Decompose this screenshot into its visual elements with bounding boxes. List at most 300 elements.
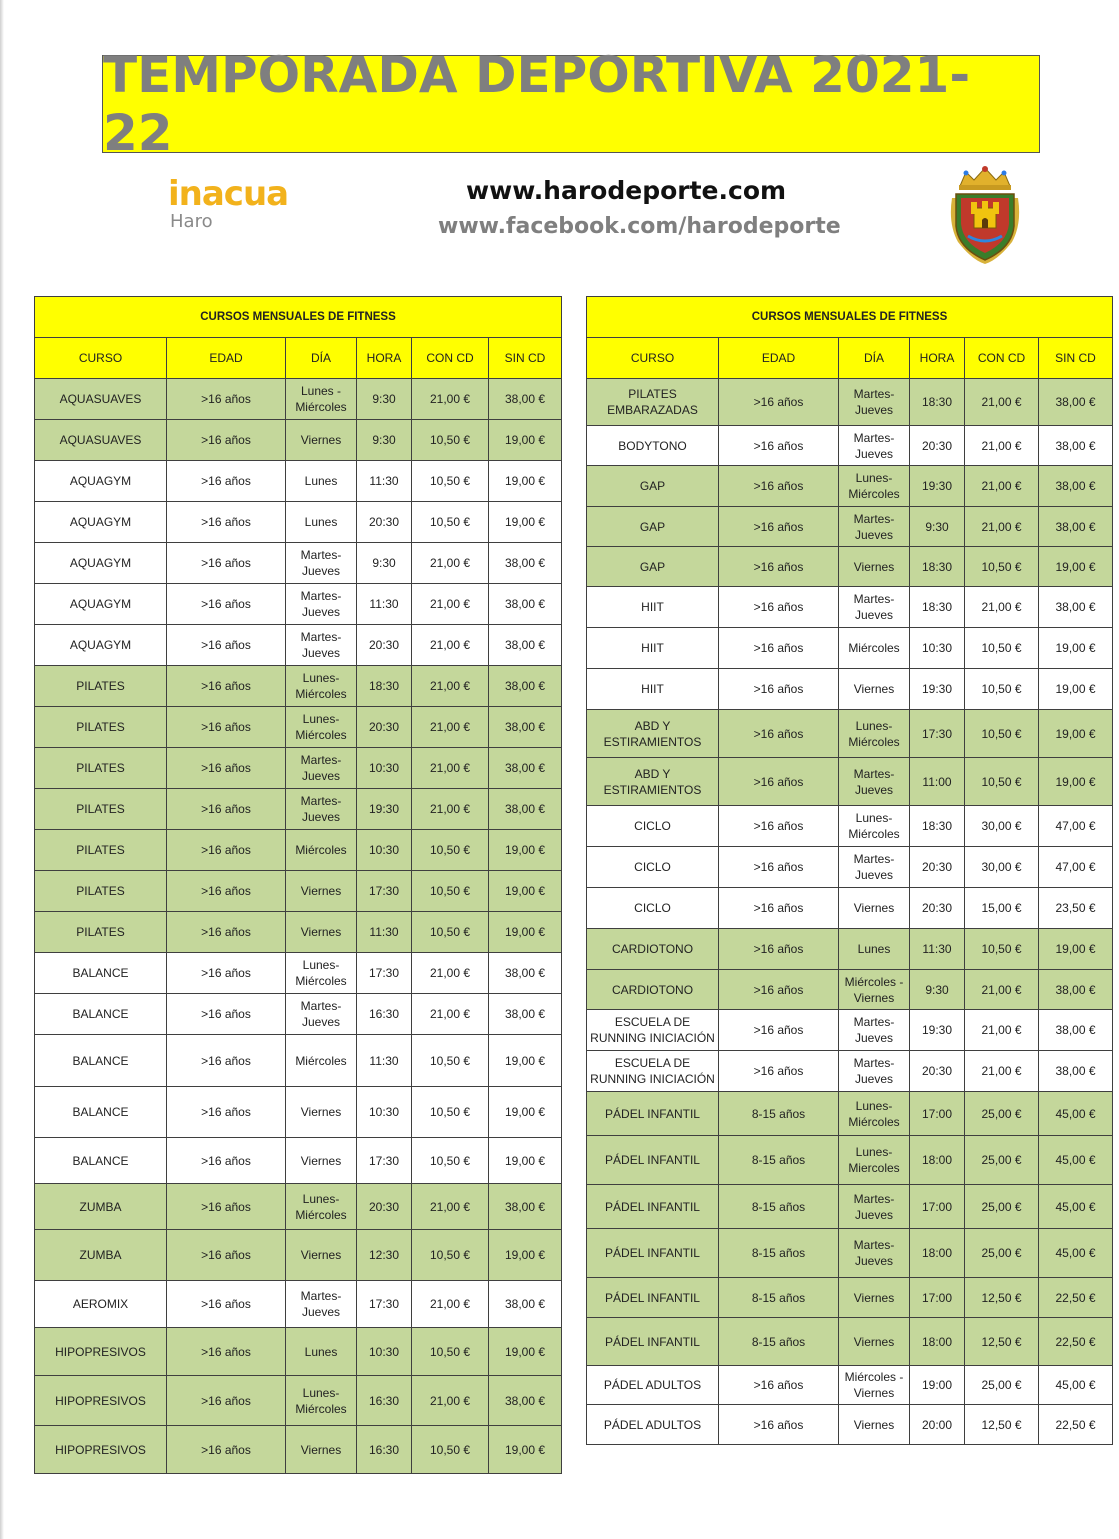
table-row <box>35 1426 562 1474</box>
cell-curso: PILATES <box>35 666 167 707</box>
cell-sin-cd: 19,00 € <box>489 830 562 871</box>
cell-dia: Lunes- Miercoles <box>839 1136 910 1185</box>
cell-con-cd: 25,00 € <box>965 1366 1039 1405</box>
table-row <box>587 1051 1113 1092</box>
cell-con-cd: 25,00 € <box>965 1185 1039 1229</box>
cell-edad: 8-15 años <box>719 1318 839 1366</box>
page-title: TEMPORADA DEPORTIVA 2021-22 <box>103 46 971 162</box>
table-row <box>35 379 562 420</box>
table-row <box>587 1092 1113 1136</box>
cell-sin-cd: 19,00 € <box>489 461 562 502</box>
cell-edad: >16 años <box>719 929 839 970</box>
table-row <box>35 871 562 912</box>
cell-curso: AQUAGYM <box>35 461 167 502</box>
cell-curso: PILATES <box>35 748 167 789</box>
table-row <box>35 584 562 625</box>
cell-hora: 11:30 <box>910 929 965 970</box>
cell-sin-cd: 19,00 € <box>489 1426 562 1474</box>
cell-sin-cd: 22,50 € <box>1039 1318 1113 1366</box>
cell-con-cd: 30,00 € <box>965 847 1039 888</box>
cell-hora: 20:30 <box>910 847 965 888</box>
cell-dia: Martes- Jueves <box>286 543 357 584</box>
cell-hora: 18:00 <box>910 1318 965 1366</box>
cell-curso: AQUAGYM <box>35 543 167 584</box>
table-row <box>587 426 1113 466</box>
cell-hora: 19:00 <box>910 1366 965 1405</box>
fitness-table-left <box>34 296 562 1474</box>
cell-dia: Lunes- Miércoles <box>839 466 910 507</box>
cell-con-cd: 21,00 € <box>412 748 489 789</box>
cell-dia: Lunes <box>286 1328 357 1376</box>
cell-curso: HIPOPRESIVOS <box>35 1328 167 1376</box>
cell-sin-cd: 38,00 € <box>489 625 562 666</box>
cell-sin-cd: 19,00 € <box>1039 929 1113 970</box>
cell-dia: Martes- Jueves <box>286 625 357 666</box>
table-row <box>35 625 562 666</box>
table-row <box>35 912 562 953</box>
cell-dia: Viernes <box>839 1278 910 1318</box>
table-row <box>587 888 1113 929</box>
cell-hora: 20:00 <box>910 1405 965 1445</box>
cell-hora: 18:30 <box>910 379 965 426</box>
cell-sin-cd: 38,00 € <box>489 707 562 748</box>
cell-hora: 19:30 <box>357 789 412 830</box>
cell-con-cd: 21,00 € <box>965 426 1039 466</box>
cell-hora: 18:30 <box>910 806 965 847</box>
cell-edad: >16 años <box>719 466 839 507</box>
cell-hora: 12:30 <box>357 1230 412 1281</box>
cell-hora: 19:30 <box>910 669 965 710</box>
cell-sin-cd: 19,00 € <box>489 1230 562 1281</box>
cell-hora: 11:30 <box>357 912 412 953</box>
cell-edad: 8-15 años <box>719 1092 839 1136</box>
cell-dia: Viernes <box>286 1138 357 1184</box>
cell-curso: CICLO <box>587 888 719 929</box>
cell-dia: Martes- Jueves <box>286 1281 357 1328</box>
cell-curso: AQUAGYM <box>35 584 167 625</box>
cell-edad: >16 años <box>719 1366 839 1405</box>
table-row <box>587 547 1113 587</box>
cell-dia: Lunes- Miércoles <box>839 710 910 758</box>
cell-sin-cd: 19,00 € <box>489 1328 562 1376</box>
cell-hora: 18:00 <box>910 1229 965 1278</box>
cell-dia: Viernes <box>839 888 910 929</box>
cell-con-cd: 21,00 € <box>412 1184 489 1230</box>
cell-sin-cd: 38,00 € <box>489 994 562 1035</box>
cell-dia: Miércoles <box>286 830 357 871</box>
facebook-link[interactable]: www.facebook.com/harodeporte <box>438 214 841 239</box>
table-row <box>35 1087 562 1138</box>
cell-sin-cd: 38,00 € <box>1039 507 1113 547</box>
cell-con-cd: 21,00 € <box>412 666 489 707</box>
cell-curso: HIIT <box>587 628 719 669</box>
table-row <box>587 847 1113 888</box>
col-header-sin-cd: SIN CD <box>1039 338 1113 379</box>
cell-edad: >16 años <box>719 970 839 1010</box>
table-title: CURSOS MENSUALES DE FITNESS <box>587 297 1113 338</box>
cell-dia: Miércoles - Viernes <box>839 970 910 1010</box>
logo-city: Haro <box>170 211 213 232</box>
cell-sin-cd: 38,00 € <box>489 1184 562 1230</box>
cell-dia: Viernes <box>839 547 910 587</box>
cell-hora: 20:30 <box>910 1051 965 1092</box>
page-edge <box>0 0 4 1539</box>
cell-curso: PÁDEL INFANTIL <box>587 1278 719 1318</box>
cell-curso: GAP <box>587 547 719 587</box>
cell-edad: >16 años <box>719 888 839 929</box>
cell-sin-cd: 19,00 € <box>489 1035 562 1087</box>
cell-sin-cd: 19,00 € <box>1039 669 1113 710</box>
cell-hora: 19:30 <box>910 1010 965 1051</box>
table-row <box>587 1278 1113 1318</box>
cell-hora: 20:30 <box>910 888 965 929</box>
cell-curso: AQUAGYM <box>35 502 167 543</box>
cell-curso: GAP <box>587 466 719 507</box>
col-header-sin-cd: SIN CD <box>489 338 562 379</box>
cell-edad: >16 años <box>167 994 286 1035</box>
cell-curso: PILATES EMBARAZADAS <box>587 379 719 426</box>
cell-edad: >16 años <box>167 461 286 502</box>
cell-curso: PÁDEL INFANTIL <box>587 1136 719 1185</box>
cell-hora: 17:00 <box>910 1278 965 1318</box>
cell-sin-cd: 47,00 € <box>1039 847 1113 888</box>
cell-curso: AEROMIX <box>35 1281 167 1328</box>
cell-con-cd: 21,00 € <box>412 584 489 625</box>
cell-hora: 17:00 <box>910 1092 965 1136</box>
col-header-con-cd: CON CD <box>412 338 489 379</box>
cell-dia: Martes- Jueves <box>839 379 910 426</box>
cell-sin-cd: 22,50 € <box>1039 1405 1113 1445</box>
cell-curso: BODYTONO <box>587 426 719 466</box>
cell-edad: >16 años <box>719 1051 839 1092</box>
cell-dia: Lunes <box>839 929 910 970</box>
cell-dia: Lunes- Miércoles <box>839 806 910 847</box>
cell-edad: >16 años <box>719 1405 839 1445</box>
cell-dia: Viernes <box>286 1230 357 1281</box>
cell-sin-cd: 19,00 € <box>1039 547 1113 587</box>
cell-hora: 20:30 <box>357 625 412 666</box>
cell-sin-cd: 38,00 € <box>489 543 562 584</box>
cell-dia: Viernes <box>286 871 357 912</box>
table-row <box>35 953 562 994</box>
table-row <box>35 543 562 584</box>
cell-curso: ABD Y ESTIRAMIENTOS <box>587 710 719 758</box>
cell-con-cd: 25,00 € <box>965 1229 1039 1278</box>
table-row <box>35 1035 562 1087</box>
cell-curso: PÁDEL INFANTIL <box>587 1318 719 1366</box>
cell-con-cd: 25,00 € <box>965 1092 1039 1136</box>
cell-con-cd: 21,00 € <box>412 543 489 584</box>
table-row <box>587 1136 1113 1185</box>
cell-edad: >16 años <box>167 625 286 666</box>
cell-sin-cd: 19,00 € <box>489 871 562 912</box>
cell-curso: HIIT <box>587 669 719 710</box>
haro-coat-of-arms-icon <box>946 164 1024 266</box>
cell-con-cd: 30,00 € <box>965 806 1039 847</box>
cell-sin-cd: 38,00 € <box>489 666 562 707</box>
cell-con-cd: 10,50 € <box>412 1328 489 1376</box>
cell-hora: 9:30 <box>357 379 412 420</box>
cell-sin-cd: 19,00 € <box>1039 758 1113 806</box>
cell-edad: >16 años <box>167 543 286 584</box>
table-row <box>35 502 562 543</box>
cell-curso: BALANCE <box>35 994 167 1035</box>
cell-curso: BALANCE <box>35 1087 167 1138</box>
cell-sin-cd: 19,00 € <box>489 420 562 461</box>
cell-curso: BALANCE <box>35 1035 167 1087</box>
cell-con-cd: 10,50 € <box>412 1138 489 1184</box>
cell-con-cd: 10,50 € <box>412 1035 489 1087</box>
table-title: CURSOS MENSUALES DE FITNESS <box>35 297 562 338</box>
cell-curso: CICLO <box>587 847 719 888</box>
cell-sin-cd: 38,00 € <box>489 1376 562 1426</box>
cell-con-cd: 10,50 € <box>412 1426 489 1474</box>
table-row <box>587 379 1113 426</box>
cell-curso: HIPOPRESIVOS <box>35 1376 167 1426</box>
cell-hora: 20:30 <box>357 1184 412 1230</box>
cell-sin-cd: 38,00 € <box>489 584 562 625</box>
cell-con-cd: 15,00 € <box>965 888 1039 929</box>
cell-con-cd: 21,00 € <box>412 953 489 994</box>
table-row <box>35 748 562 789</box>
cell-curso: AQUAGYM <box>35 625 167 666</box>
cell-hora: 11:00 <box>910 758 965 806</box>
cell-dia: Martes- Jueves <box>839 507 910 547</box>
cell-hora: 11:30 <box>357 584 412 625</box>
table-row <box>35 1376 562 1426</box>
cell-hora: 16:30 <box>357 1426 412 1474</box>
cell-edad: >16 años <box>719 1010 839 1051</box>
cell-dia: Lunes <box>286 461 357 502</box>
cell-dia: Martes- Jueves <box>839 847 910 888</box>
cell-edad: >16 años <box>167 1184 286 1230</box>
cell-edad: >16 años <box>167 748 286 789</box>
cell-curso: PÁDEL INFANTIL <box>587 1229 719 1278</box>
cell-curso: GAP <box>587 507 719 547</box>
cell-edad: >16 años <box>167 1426 286 1474</box>
cell-sin-cd: 19,00 € <box>1039 628 1113 669</box>
table-row <box>587 1010 1113 1051</box>
cell-curso: PILATES <box>35 912 167 953</box>
table-body <box>587 379 1113 1445</box>
table-row <box>587 466 1113 507</box>
cell-con-cd: 21,00 € <box>412 379 489 420</box>
cell-sin-cd: 19,00 € <box>489 502 562 543</box>
cell-con-cd: 12,50 € <box>965 1405 1039 1445</box>
cell-hora: 9:30 <box>910 970 965 1010</box>
cell-con-cd: 10,50 € <box>412 1087 489 1138</box>
table-row <box>587 507 1113 547</box>
cell-dia: Lunes- Miércoles <box>286 953 357 994</box>
cell-curso: PILATES <box>35 871 167 912</box>
cell-hora: 9:30 <box>357 420 412 461</box>
table-row <box>35 789 562 830</box>
table-row <box>587 587 1113 628</box>
cell-edad: >16 años <box>719 806 839 847</box>
cell-edad: >16 años <box>167 420 286 461</box>
cell-curso: CICLO <box>587 806 719 847</box>
col-header-edad: EDAD <box>167 338 286 379</box>
cell-dia: Miércoles - Viernes <box>839 1366 910 1405</box>
cell-edad: >16 años <box>167 1230 286 1281</box>
cell-edad: 8-15 años <box>719 1136 839 1185</box>
cell-dia: Martes- Jueves <box>839 587 910 628</box>
cell-hora: 20:30 <box>357 502 412 543</box>
cell-sin-cd: 38,00 € <box>1039 379 1113 426</box>
cell-con-cd: 21,00 € <box>965 1010 1039 1051</box>
cell-hora: 17:30 <box>357 1281 412 1328</box>
cell-con-cd: 21,00 € <box>965 379 1039 426</box>
cell-con-cd: 21,00 € <box>412 1376 489 1426</box>
cell-dia: Lunes- Miércoles <box>839 1092 910 1136</box>
cell-sin-cd: 45,00 € <box>1039 1092 1113 1136</box>
cell-dia: Martes- Jueves <box>286 584 357 625</box>
cell-curso: ABD Y ESTIRAMIENTOS <box>587 758 719 806</box>
table-row <box>35 1184 562 1230</box>
inacua-logo <box>168 176 288 232</box>
cell-curso: CARDIOTONO <box>587 929 719 970</box>
table-row <box>35 830 562 871</box>
cell-edad: >16 años <box>167 1087 286 1138</box>
cell-con-cd: 10,50 € <box>965 929 1039 970</box>
cell-hora: 17:30 <box>910 710 965 758</box>
cell-edad: >16 años <box>167 1376 286 1426</box>
cell-dia: Martes- Jueves <box>286 748 357 789</box>
cell-curso: ZUMBA <box>35 1184 167 1230</box>
fitness-table-right <box>586 296 1113 1445</box>
table-row <box>35 994 562 1035</box>
cell-hora: 9:30 <box>910 507 965 547</box>
cell-curso: AQUASUAVES <box>35 379 167 420</box>
cell-con-cd: 10,50 € <box>965 628 1039 669</box>
cell-con-cd: 10,50 € <box>412 502 489 543</box>
cell-sin-cd: 38,00 € <box>1039 466 1113 507</box>
cell-dia: Martes- Jueves <box>286 994 357 1035</box>
table-row <box>35 1230 562 1281</box>
cell-hora: 17:30 <box>357 953 412 994</box>
table-row <box>35 420 562 461</box>
title-banner <box>102 46 1040 162</box>
cell-edad: 8-15 años <box>719 1278 839 1318</box>
cell-edad: >16 años <box>719 669 839 710</box>
cell-sin-cd: 19,00 € <box>489 1087 562 1138</box>
table-row <box>587 970 1113 1010</box>
cell-con-cd: 21,00 € <box>965 970 1039 1010</box>
cell-edad: >16 años <box>167 912 286 953</box>
cell-edad: >16 años <box>167 1035 286 1087</box>
cell-sin-cd: 38,00 € <box>1039 426 1113 466</box>
cell-con-cd: 21,00 € <box>965 507 1039 547</box>
cell-curso: PILATES <box>35 789 167 830</box>
col-header-curso: CURSO <box>35 338 167 379</box>
col-header-dia: DÍA <box>286 338 357 379</box>
cell-sin-cd: 38,00 € <box>489 748 562 789</box>
cell-sin-cd: 19,00 € <box>489 912 562 953</box>
col-header-curso: CURSO <box>587 338 719 379</box>
cell-con-cd: 10,50 € <box>965 758 1039 806</box>
cell-hora: 10:30 <box>357 748 412 789</box>
cell-edad: >16 años <box>167 1281 286 1328</box>
cell-edad: >16 años <box>719 847 839 888</box>
cell-curso: PILATES <box>35 707 167 748</box>
cell-dia: Lunes- Miércoles <box>286 1376 357 1426</box>
table-row <box>587 628 1113 669</box>
cell-edad: >16 años <box>719 507 839 547</box>
table-row <box>587 929 1113 970</box>
cell-curso: PÁDEL ADULTOS <box>587 1366 719 1405</box>
cell-dia: Martes- Jueves <box>839 426 910 466</box>
cell-edad: >16 años <box>167 379 286 420</box>
cell-sin-cd: 38,00 € <box>1039 1010 1113 1051</box>
col-header-con-cd: CON CD <box>965 338 1039 379</box>
cell-dia: Viernes <box>286 1426 357 1474</box>
cell-dia: Lunes- Miércoles <box>286 666 357 707</box>
cell-con-cd: 12,50 € <box>965 1318 1039 1366</box>
cell-dia: Martes- Jueves <box>839 758 910 806</box>
cell-curso: PÁDEL ADULTOS <box>587 1405 719 1445</box>
table-row <box>35 666 562 707</box>
cell-con-cd: 21,00 € <box>412 994 489 1035</box>
cell-edad: 8-15 años <box>719 1229 839 1278</box>
table-row <box>35 461 562 502</box>
cell-dia: Viernes <box>286 912 357 953</box>
cell-hora: 10:30 <box>357 1087 412 1138</box>
cell-curso: AQUASUAVES <box>35 420 167 461</box>
cell-hora: 20:30 <box>910 426 965 466</box>
cell-sin-cd: 38,00 € <box>489 379 562 420</box>
cell-hora: 11:30 <box>357 461 412 502</box>
cell-dia: Lunes <box>286 502 357 543</box>
table-row <box>587 1405 1113 1445</box>
cell-dia: Miércoles <box>286 1035 357 1087</box>
cell-con-cd: 21,00 € <box>965 587 1039 628</box>
cell-sin-cd: 38,00 € <box>489 1281 562 1328</box>
cell-edad: >16 años <box>719 758 839 806</box>
cell-hora: 17:30 <box>357 871 412 912</box>
cell-edad: >16 años <box>167 707 286 748</box>
cell-edad: >16 años <box>167 789 286 830</box>
table-row <box>587 1185 1113 1229</box>
cell-curso: HIIT <box>587 587 719 628</box>
table-row <box>587 710 1113 758</box>
cell-hora: 18:00 <box>910 1136 965 1185</box>
cell-con-cd: 10,50 € <box>412 1230 489 1281</box>
website-link[interactable]: www.harodeporte.com <box>466 176 787 205</box>
cell-sin-cd: 47,00 € <box>1039 806 1113 847</box>
cell-edad: >16 años <box>167 830 286 871</box>
cell-edad: >16 años <box>167 1328 286 1376</box>
cell-hora: 19:30 <box>910 466 965 507</box>
cell-dia: Martes- Jueves <box>839 1229 910 1278</box>
cell-con-cd: 10,50 € <box>965 669 1039 710</box>
cell-edad: >16 años <box>167 953 286 994</box>
cell-dia: Lunes- Miércoles <box>286 707 357 748</box>
cell-con-cd: 10,50 € <box>965 547 1039 587</box>
cell-curso: PÁDEL INFANTIL <box>587 1092 719 1136</box>
cell-dia: Viernes <box>286 1087 357 1138</box>
table-row <box>35 1328 562 1376</box>
table-row <box>587 806 1113 847</box>
cell-edad: >16 años <box>719 628 839 669</box>
cell-hora: 10:30 <box>910 628 965 669</box>
cell-curso: BALANCE <box>35 1138 167 1184</box>
cell-hora: 9:30 <box>357 543 412 584</box>
cell-edad: >16 años <box>719 426 839 466</box>
cell-con-cd: 10,50 € <box>965 710 1039 758</box>
cell-dia: Viernes <box>286 420 357 461</box>
col-header-hora: HORA <box>910 338 965 379</box>
table-body <box>35 379 562 1474</box>
